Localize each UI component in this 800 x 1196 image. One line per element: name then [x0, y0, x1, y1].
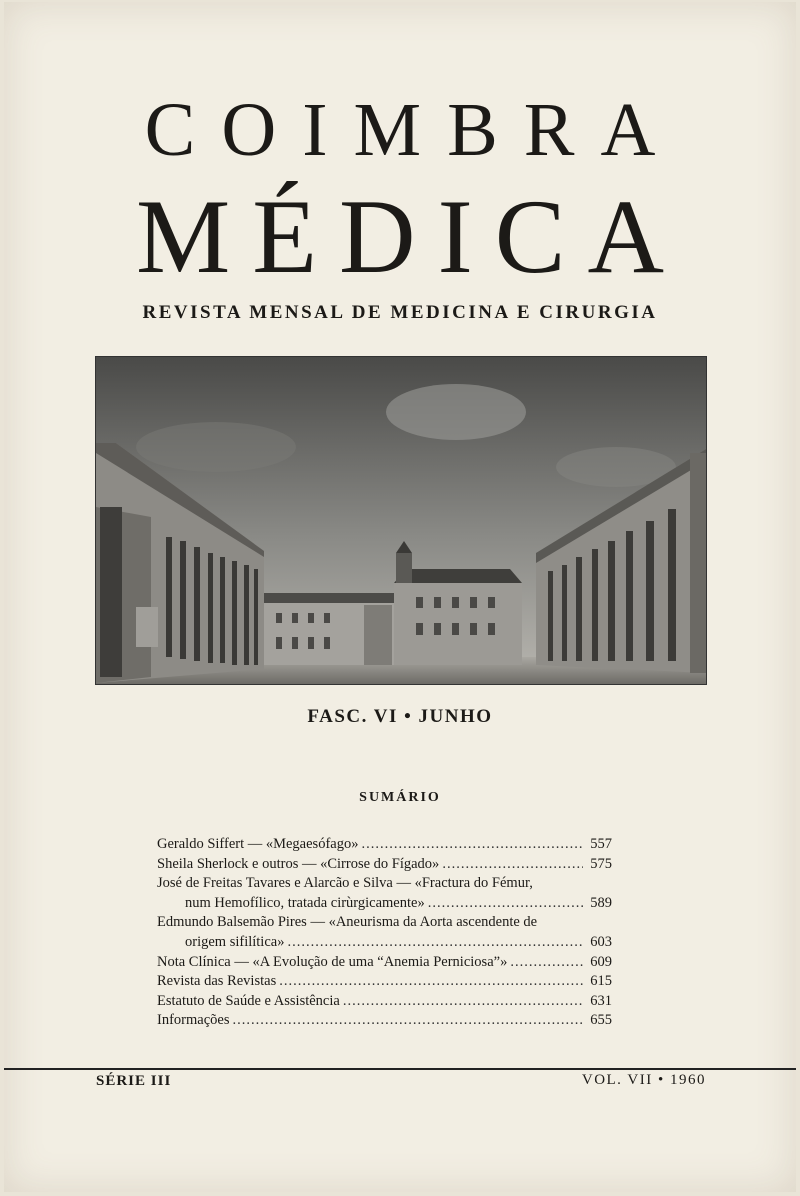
toc-entry: Sheila Sherlock e outros — «Cirrose do Fígado» ..... 575 — [157, 855, 612, 875]
toc-entry: Geraldo Siffert — «Megaesófago» ..... 557 — [157, 835, 612, 855]
cover-illustration — [95, 356, 707, 685]
toc-page-number: 603 — [590, 933, 612, 950]
toc-entry: José de Freitas Tavares e Alarcão e Silva — «Fractura do Fémur, — [157, 875, 533, 892]
toc-entry-continuation: num Hemofílico, tratada cirùrgicamente» ..... 589 — [157, 894, 612, 914]
contents-heading: SUMÁRIO — [359, 790, 441, 805]
toc-page-number: 575 — [590, 855, 612, 872]
masthead-line2: MÉDICA — [135, 178, 687, 295]
toc-page-number: 557 — [590, 836, 612, 852]
toc-entry: Nota Clínica — «A Evolução de uma “Anemia Perniciosa”» ..... 609 — [157, 953, 612, 973]
table-of-contents — [157, 835, 612, 1031]
toc-page-number: 631 — [590, 992, 612, 1009]
toc-entry: Revista das Revistas ..... 615 — [157, 972, 612, 992]
toc-entry-continuation: origem sifilítica» ..... 603 — [157, 933, 612, 953]
issue-label: FASC. VI • JUNHO — [307, 706, 493, 727]
toc-entry: Estatuto de Saúde e Assistência ..... 631 — [157, 992, 612, 1012]
toc-page-number: 655 — [590, 1012, 612, 1029]
masthead-line1: COIMBRA — [144, 88, 682, 172]
volume-label: VOL. VII • 1960 — [581, 1072, 706, 1088]
toc-entry: Informações ..... 655 — [157, 1011, 612, 1031]
magazine-cover — [4, 2, 796, 1192]
toc-page-number: 609 — [590, 953, 612, 970]
masthead-subtitle: REVISTA MENSAL DE MEDICINA E CIRURGIA — [142, 302, 658, 323]
footer-divider — [4, 1068, 796, 1070]
toc-page-number: 589 — [590, 894, 612, 911]
series-label: SÉRIE III — [96, 1073, 172, 1089]
toc-page-number: 615 — [590, 973, 612, 990]
toc-entry: Edmundo Balsemão Pires — «Aneurisma da Aorta ascendente de — [157, 914, 538, 931]
